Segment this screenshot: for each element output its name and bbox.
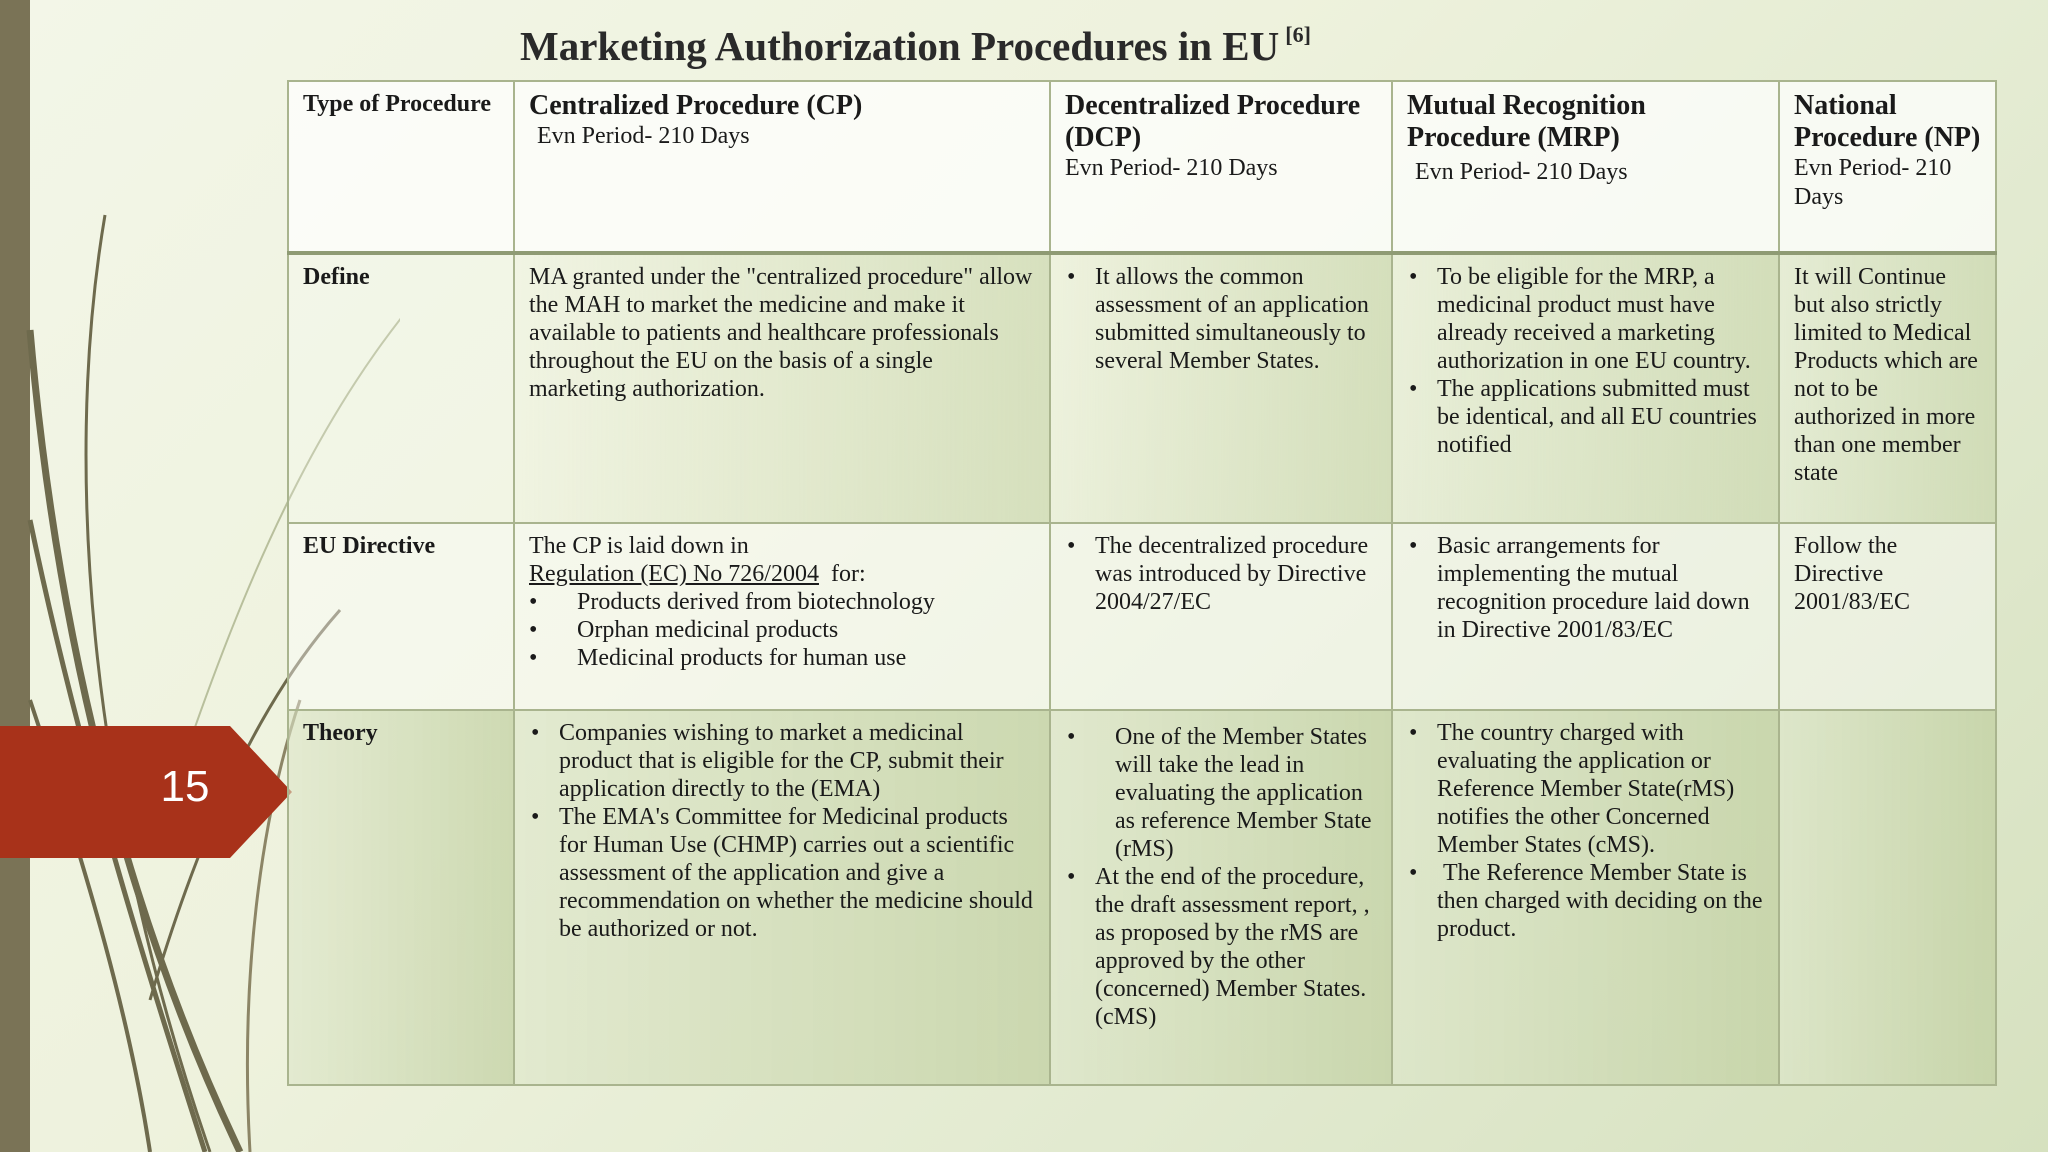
mrp-period: Evn Period- 210 Days xyxy=(1415,159,1628,185)
cp-regulation-line xyxy=(529,560,1035,588)
directive-dcp xyxy=(1050,523,1392,710)
slide-title-text: Marketing Authorization Procedures in EU xyxy=(520,23,1280,69)
theory-np xyxy=(1779,710,1996,1085)
theory-label: Theory xyxy=(288,710,514,1085)
list-item: • Companies wishing to market a medicinal product that is eligible for the CP, submit their application directly to the (EMA) xyxy=(559,719,1035,803)
directive-mrp xyxy=(1392,523,1779,710)
header-np xyxy=(1779,81,1996,253)
directive-cp xyxy=(514,523,1050,710)
list-item: • Orphan medicinal products xyxy=(577,616,1035,644)
define-dcp xyxy=(1050,253,1392,523)
directive-label: EU Directive xyxy=(288,523,514,710)
directive-np: Follow the Directive 2001/83/EC xyxy=(1779,523,1996,710)
cp-period: Evn Period- 210 Days xyxy=(537,123,750,149)
list-item xyxy=(1095,723,1377,863)
define-label: Define xyxy=(288,253,514,523)
list-item: • It allows the common assessment of an application submitted simultaneously to several Member States. xyxy=(1095,263,1377,375)
list-item: • The applications submitted must be identical, and all EU countries notified xyxy=(1437,375,1764,459)
np-title: National Procedure (NP) xyxy=(1794,90,1981,153)
slide-title xyxy=(520,22,1520,70)
directive-row xyxy=(288,523,1996,710)
define-row xyxy=(288,253,1996,523)
list-item: • Basic arrangements for implementing the mutual recognition procedure laid down in Directive 2001/83/EC xyxy=(1437,532,1764,644)
header-cp xyxy=(514,81,1050,253)
title-reference: [6] xyxy=(1285,22,1311,47)
list-item: • Medicinal products for human use xyxy=(577,644,1035,672)
regulation-link[interactable]: Regulation (EC) No 726/2004 xyxy=(529,561,819,587)
define-cp: MA granted under the "centralized procedure" allow the MAH to market the medicine and make it available to patients and healthcare professionals throughout the EU on the basis of a single marketing authorization. xyxy=(514,253,1050,523)
slide-number: 15 xyxy=(160,762,210,811)
cp-title: Centralized Procedure (CP) xyxy=(529,90,863,121)
list-item: • Products derived from biotechnology xyxy=(577,588,1035,616)
type-of-procedure-label: Type of Procedure xyxy=(303,91,491,117)
theory-mrp xyxy=(1392,710,1779,1085)
dcp-theory-first: One of the Member States will take the lead in evaluating the application as reference Member State (rMS) xyxy=(1115,724,1372,862)
mrp-title: Mutual Recognition Procedure (MRP) xyxy=(1407,90,1646,153)
procedures-table xyxy=(287,80,1997,1086)
list-item: • To be eligible for the MRP, a medicinal product must have already received a marketing authorization in one EU country. xyxy=(1437,263,1764,375)
header-type-of-procedure xyxy=(288,81,514,253)
define-mrp xyxy=(1392,253,1779,523)
dcp-period: Evn Period- 210 Days xyxy=(1065,155,1278,181)
list-item: • The EMA's Committee for Medicinal products for Human Use (CHMP) carries out a scientific assessment of the application and give a recommendation on whether the medicine should be authorized or not. xyxy=(559,803,1035,943)
theory-row xyxy=(288,710,1996,1085)
header-mrp xyxy=(1392,81,1779,253)
list-item xyxy=(1095,863,1377,1031)
list-item: • The country charged with evaluating the application or Reference Member State(rMS) notifies the other Concerned Member States (cMS). xyxy=(1437,719,1764,859)
cp-directive-intro: The CP is laid down in xyxy=(529,533,749,559)
list-item: • The decentralized procedure was introduced by Directive 2004/27/EC xyxy=(1095,532,1377,616)
theory-dcp xyxy=(1050,710,1392,1085)
np-period: Evn Period- 210 Days xyxy=(1794,155,1952,210)
dcp-theory-second: At the end of the procedure, the draft assessment report, , as proposed by the rMS are approved by the other (concerned) Member States.(cMS) xyxy=(1095,864,1370,1030)
list-item: • The Reference Member State is then charged with deciding on the product. xyxy=(1437,859,1764,943)
table-header-row xyxy=(288,81,1996,253)
cp-for-label: for: xyxy=(818,561,866,587)
header-dcp xyxy=(1050,81,1392,253)
dcp-title: Decentralized Procedure (DCP) xyxy=(1065,90,1361,153)
define-np: It will Continue but also strictly limited to Medical Products which are not to be authorized in more than one member state xyxy=(1779,253,1996,523)
theory-cp xyxy=(514,710,1050,1085)
